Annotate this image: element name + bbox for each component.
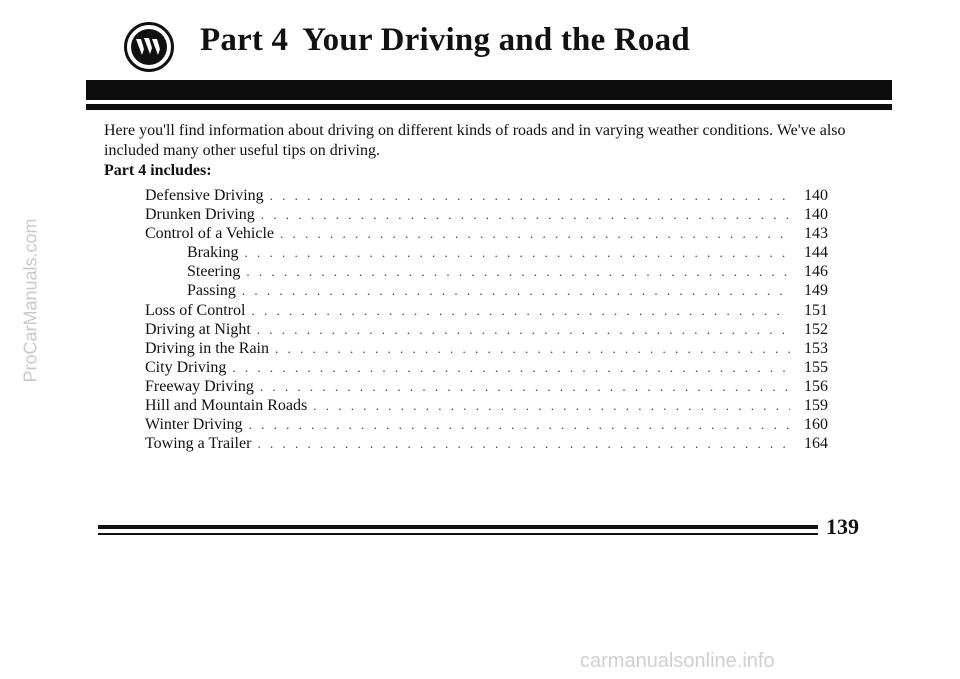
watermark-text: ProCarManuals.com — [20, 217, 41, 383]
tri-shield-mark — [135, 36, 163, 58]
footer-rule-thin — [98, 533, 818, 535]
toc-entry-page: 164 — [804, 435, 828, 453]
toc-dot-leader — [251, 301, 790, 320]
toc-entry — [145, 243, 828, 262]
toc-entry — [145, 224, 828, 243]
footer-rule-thick — [98, 525, 818, 529]
page-number: 139 — [826, 514, 859, 539]
toc-entry-page: 153 — [804, 339, 828, 357]
toc-entry-page: 152 — [804, 320, 828, 338]
toc-entry-label: Passing — [187, 282, 236, 300]
toc-entry-label: Loss of Control — [145, 301, 246, 319]
page-title — [200, 22, 690, 59]
toc-dot-leader — [246, 262, 790, 281]
toc-dot-leader — [245, 243, 790, 262]
toc-entry-label: Winter Driving — [145, 416, 243, 434]
toc-entry-page: 156 — [804, 377, 828, 395]
toc-entry-label: Drunken Driving — [145, 206, 255, 224]
toc-entry — [145, 396, 828, 415]
toc-entry-page: 146 — [804, 263, 828, 281]
header-rule-thin — [86, 104, 892, 110]
toc-entry — [145, 377, 828, 396]
toc-dot-leader — [270, 186, 790, 205]
toc-entry — [145, 301, 828, 320]
toc-entry-page: 159 — [804, 397, 828, 415]
toc-entry — [145, 415, 828, 434]
toc-dot-leader — [232, 358, 790, 377]
toc-entry — [145, 339, 828, 358]
logo-emblem — [131, 29, 167, 65]
toc-entry — [145, 281, 828, 300]
toc-entry-label: Towing a Trailer — [145, 435, 252, 453]
toc-entry-page: 160 — [804, 416, 828, 434]
toc-entry-label: City Driving — [145, 358, 227, 376]
toc-entry — [145, 434, 828, 453]
toc-entry-label: Steering — [187, 263, 241, 281]
part-title: Your Driving and the Road — [302, 22, 690, 58]
toc-dot-leader — [249, 415, 790, 434]
side-watermark — [10, 205, 52, 395]
toc-entry-page: 140 — [804, 206, 828, 224]
toc-dot-leader — [242, 281, 790, 300]
toc-entry-page: 143 — [804, 225, 828, 243]
toc-entry — [145, 205, 828, 224]
toc-entry-page: 140 — [804, 187, 828, 204]
header-rule-thick — [86, 80, 892, 100]
buick-tri-shield-icon — [124, 22, 174, 72]
toc-entry-page: 155 — [804, 358, 828, 376]
toc-entry-label: Control of a Vehicle — [145, 225, 275, 243]
part-number: Part 4 — [200, 22, 289, 58]
table-of-contents — [145, 186, 828, 453]
toc-entry — [145, 262, 828, 281]
toc-dot-leader — [313, 396, 790, 415]
toc-entry-label: Defensive Driving — [145, 187, 264, 204]
toc-entry — [145, 358, 828, 377]
toc-entry-page: 151 — [804, 301, 828, 319]
toc-entry-page: 149 — [804, 282, 828, 300]
toc-entry — [145, 320, 828, 339]
toc-entry-page: 144 — [804, 244, 828, 262]
toc-dot-leader — [275, 339, 790, 358]
toc-entry-label: Freeway Driving — [145, 377, 254, 395]
toc-entry-label: Driving in the Rain — [145, 339, 269, 357]
toc-dot-leader — [257, 320, 790, 339]
toc-dot-leader — [280, 224, 790, 243]
toc-entry-label: Driving at Night — [145, 320, 251, 338]
toc-entry-label: Hill and Mountain Roads — [145, 397, 308, 415]
toc-dot-leader — [260, 377, 790, 396]
toc-dot-leader — [257, 434, 790, 453]
intro-paragraph: Here you'll find information about driving on different kinds of roads and in varying weather conditions. We've also included many other useful tips on driving. — [104, 122, 846, 159]
toc-dot-leader — [261, 205, 790, 224]
toc-entry-label: Braking — [187, 244, 239, 262]
site-watermark: carmanualsonline.info — [580, 650, 775, 672]
includes-heading: Part 4 includes: — [104, 162, 212, 179]
toc-entry — [145, 186, 828, 205]
